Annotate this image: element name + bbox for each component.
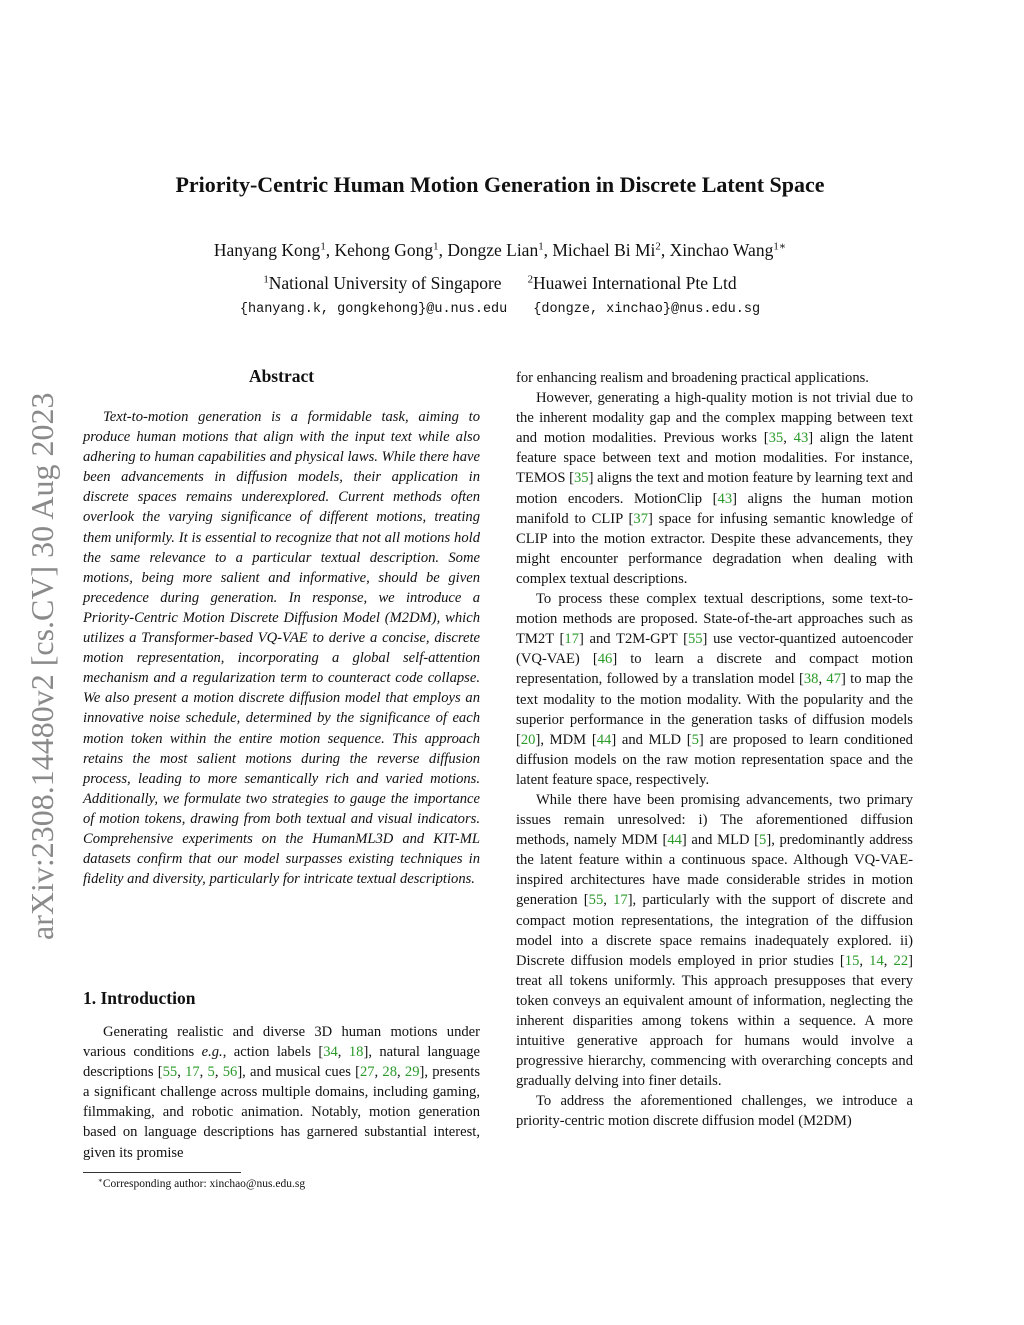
affiliation-mark: 1∗ <box>773 240 787 253</box>
affiliation-mark: 1 <box>433 240 439 253</box>
citation-link[interactable]: 17 <box>613 892 628 909</box>
affiliation-mark: 2 <box>527 273 534 286</box>
body-paragraph: To address the aforementioned challenges, we introduce a priority-centric motion discrete diffusion model (M2DM) <box>516 1093 913 1130</box>
citation-link[interactable]: 22 <box>893 952 909 969</box>
author-name: Xinchao Wang <box>669 240 774 260</box>
citation-link[interactable]: 29 <box>404 1064 420 1081</box>
citation-link[interactable]: 34 <box>323 1044 338 1061</box>
footnote-corresponding-author <box>98 1178 305 1190</box>
intro-paragraph: Generating realistic and diverse 3D human motions under various conditions e.g., action labels [34, 18], natural language descriptions [55, 17, 5, 56], and musical cues [27, 28, 29], presents a significant challenge across multiple domains, including gaming, filmmaking, and robotic animation. Notably, motion generation based on language descriptions has garnered substantial interest, given its promise <box>83 1024 481 1161</box>
citation-link[interactable]: 43 <box>793 430 809 447</box>
author-list: Hanyang Kong$^1$, Kehong Gong$^1$, Dongze Lian$^1$, Michael Bi Mi$^2$, Xinchao Wang$^{1∗}$ <box>213 240 787 260</box>
citation-link[interactable]: 43 <box>717 490 733 507</box>
affiliation-mark: 1 <box>263 273 269 286</box>
citation-link[interactable]: 35 <box>768 430 784 447</box>
arxiv-identifier-stamp: arXiv:2308.14480v2 [cs.CV] 30 Aug 2023 <box>24 392 60 940</box>
abstract-text: Text-to-motion generation is a formidable task, aiming to produce human motions that align with the input text while also adhering to human capabilities and physical laws. While there have been advancements in diffusion models, their application in discrete spaces remains underexplored. Current methods often overlook the varying significance of different motions, treating them uniformly. It is essential to recognize that not all motions hold the same relevance to a particular textual description. Some motions, being more salient and informative, should be given precedence during generation. In response, we introduce a Priority-Centric Motion Discrete Diffusion Model (M2DM), which utilizes a Transformer-based VQ-VAE to derive a concise, discrete motion representation, incorporating a global self-attention mechanism and a regularization term to counteract code collapse. We also present a motion discrete diffusion model that employs an innovative noise schedule, determined by the significance of each motion token within the entire motion sequence. This approach retains the most salient motions during the reverse diffusion process, leading to more semantically rich and varied motions. Additionally, we formulate two strategies to gauge the importance of motion tokens, drawing from both textual and visual indicators. Comprehensive experiments on the HumanML3D and KIT-ML datasets confirm that our model surpasses existing techniques in fidelity and diversity, particularly for intricate textual descriptions. <box>83 409 480 888</box>
author-name: Dongze Lian <box>447 240 539 260</box>
citation-link[interactable]: 56 <box>222 1064 238 1081</box>
abstract-section <box>83 365 480 889</box>
paper-title: Priority-Centric Human Motion Generation in Discrete Latent Space <box>175 172 825 197</box>
right-column <box>516 368 913 1132</box>
abstract-heading: Abstract <box>248 366 315 386</box>
section-heading-introduction: 1. Introduction <box>83 988 196 1008</box>
footnote-divider <box>83 1172 241 1173</box>
citation-link[interactable]: 37 <box>633 510 648 527</box>
author-name: Kehong Gong <box>334 240 434 260</box>
author-name: Hanyang Kong <box>213 240 321 260</box>
citation-link[interactable]: 5 <box>759 832 767 849</box>
affiliation-name: National University of Singapore <box>268 273 502 293</box>
citation-link[interactable]: 5 <box>207 1064 215 1081</box>
citation-link[interactable]: 44 <box>667 832 682 849</box>
citation-link[interactable]: 38 <box>803 671 819 688</box>
email-address: {dongze, xinchao}@nus.edu.sg <box>533 302 761 317</box>
citation-link[interactable]: 47 <box>826 671 841 688</box>
email-address: {hanyang.k, gongkehong}@u.nus.edu <box>239 302 508 317</box>
citation-link[interactable]: 55 <box>162 1064 178 1081</box>
citation-link[interactable]: 5 <box>691 731 699 748</box>
body-paragraph: However, generating a high-quality motion is not trivial due to the inherent modality gap and the complex mapping between text and motion modalities. Previous works [35, 43] align the latent feature space between text and motion modalities. For instance, TEMOS [35] aligns the text and motion feature by learning text and motion encoders. MotionClip [43] aligns the human motion manifold to CLIP [37] space for infusing semantic knowledge of CLIP into the motion extractor. Despite these advancements, they might encounter performance degradation when dealing with complex textual descriptions. <box>516 390 913 587</box>
author-name: Michael Bi Mi <box>552 240 656 260</box>
affiliation-mark: 1 <box>320 240 326 253</box>
footnote-mark: ∗ <box>98 1176 103 1185</box>
citation-link[interactable]: 27 <box>359 1064 375 1081</box>
citation-link[interactable]: 17 <box>185 1064 200 1081</box>
citation-link[interactable]: 46 <box>597 651 613 668</box>
author-emails <box>0 302 1000 317</box>
body-paragraph: for enhancing realism and broadening practical applications. <box>516 370 869 386</box>
affiliation-mark: 2 <box>655 240 661 253</box>
citation-link[interactable]: 15 <box>844 952 860 969</box>
citation-link[interactable]: 17 <box>564 631 579 648</box>
footnote-text: Corresponding author: xinchao@nus.edu.sg <box>102 1178 306 1190</box>
affiliation-name: Huawei International Pte Ltd <box>533 273 737 293</box>
citation-link[interactable]: 28 <box>382 1064 398 1081</box>
body-paragraph: While there have been promising advancements, two primary issues remain unresolved: i) The aforementioned diffusion methods, namely MDM [44] and MLD [5], predominantly address the latent feature within a continuous space. Although VQ-VAE-inspired architectures have made considerable strides in motion generation [55, 17], particularly with the support of discrete and compact motion representations, the integration of the diffusion model into a discrete space remains inadequately explored. ii) Discrete diffusion models employed in prior studies [15, 14, 22] treat all tokens uniformly. This approach presupposes that every token conveys an equivalent amount of information, neglecting the inherent disparities among tokens within a sequence. A more intuitive generative approach for humans would involve a progressive hierarchy, commencing with overarching concepts and gradually delving into finer details. <box>516 791 913 1090</box>
citation-link[interactable]: 55 <box>687 631 703 648</box>
citation-link[interactable]: 14 <box>869 952 884 969</box>
citation-link[interactable]: 18 <box>348 1044 364 1061</box>
citation-link[interactable]: 35 <box>574 470 589 487</box>
affiliation-list <box>0 273 1000 294</box>
citation-link[interactable]: 20 <box>520 731 536 748</box>
citation-link[interactable]: 55 <box>588 892 604 909</box>
citation-link[interactable]: 44 <box>596 731 612 748</box>
affiliation-mark: 1 <box>538 240 544 253</box>
body-paragraph: To process these complex textual descriptions, some text-to-motion methods are proposed. State-of-the-art approaches such as TM2T [17] and T2M-GPT [55] use vector-quantized autoencoder (VQ-VAE) [46] to learn a discrete and compact motion representation, followed by a translation model [38, 47] to map the text modality to the motion modality. With the popularity and the superior performance in the generation tasks of diffusion models [20], MDM [44] and MLD [5] are proposed to learn conditioned diffusion models on the raw motion representation space and the latent feature space, respectively. <box>516 591 914 788</box>
